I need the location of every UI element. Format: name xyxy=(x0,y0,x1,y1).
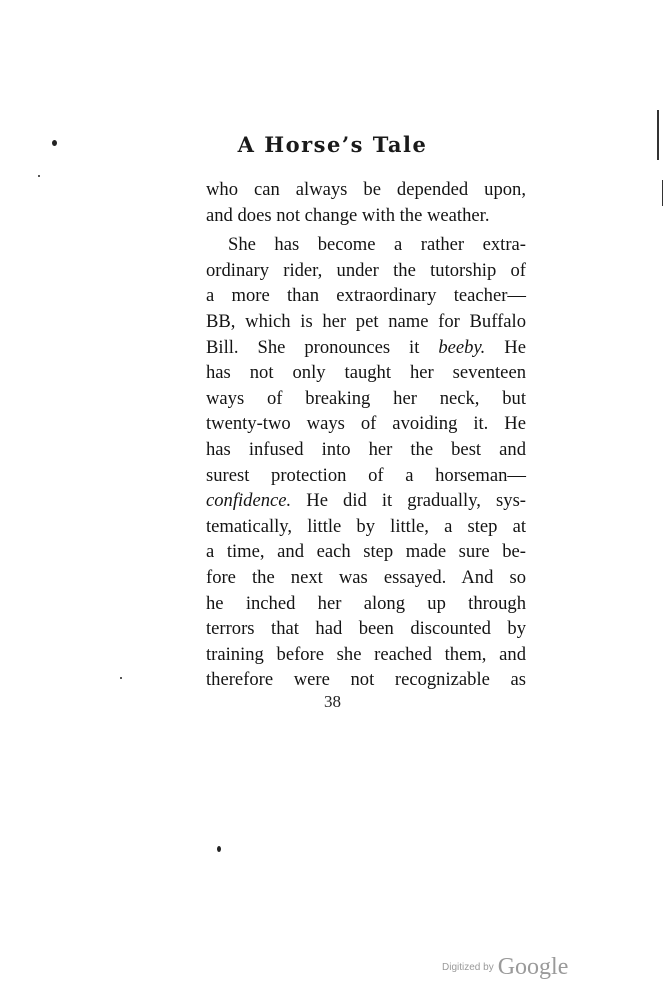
text-line: surest protection of a horseman— xyxy=(206,464,526,486)
text-line xyxy=(206,335,526,361)
text-line: twenty-two ways of avoiding it. He xyxy=(206,413,526,435)
scan-edge-mark xyxy=(657,110,659,160)
text-line: fore the next was essayed. And so xyxy=(206,566,526,588)
text-line: has infused into her the best and xyxy=(206,438,526,460)
text-run: He xyxy=(485,336,526,358)
scan-edge-mark xyxy=(662,180,663,206)
body-text xyxy=(206,177,526,693)
italic-word: beeby. xyxy=(438,336,486,358)
text-line: terrors that had been discounted by xyxy=(206,618,526,640)
scan-speck xyxy=(217,846,221,852)
scan-speck xyxy=(38,175,40,177)
text-line xyxy=(206,488,526,514)
text-line: who can always be depended upon, xyxy=(206,179,526,200)
page-number: 38 xyxy=(324,692,341,711)
digitized-prefix: Digitized by xyxy=(442,962,494,973)
text-line: She has become a rather extra- xyxy=(228,234,526,256)
text-line: ordinary rider, under the tutorship of xyxy=(206,259,526,281)
text-line: ways of breaking her neck, but xyxy=(206,387,526,409)
text-line: training before she reached them, and xyxy=(206,643,526,665)
text-line: therefore were not recognizable as xyxy=(206,669,526,691)
text-line: tematically, little by little, a step at xyxy=(206,515,526,537)
scan-speck xyxy=(120,677,122,679)
google-logo: Google xyxy=(497,954,569,980)
text-line: a time, and each step made sure be- xyxy=(206,541,526,563)
text-line: a more than extraordinary teacher— xyxy=(206,285,526,307)
text-line: BB, which is her pet name for Buffalo xyxy=(206,310,526,332)
running-head: A Horse’s Tale xyxy=(237,132,428,157)
scan-speck xyxy=(52,140,57,146)
text-run: He did it gradually, sys- xyxy=(291,490,526,512)
digitized-watermark xyxy=(442,954,568,981)
text-line: and does not change with the weather. xyxy=(206,204,490,226)
text-run: Bill. She pronounces it xyxy=(206,336,439,358)
text-line: has not only taught her seventeen xyxy=(206,362,526,384)
italic-word: confidence. xyxy=(206,490,292,512)
text-line: he inched her along up through xyxy=(206,592,526,614)
